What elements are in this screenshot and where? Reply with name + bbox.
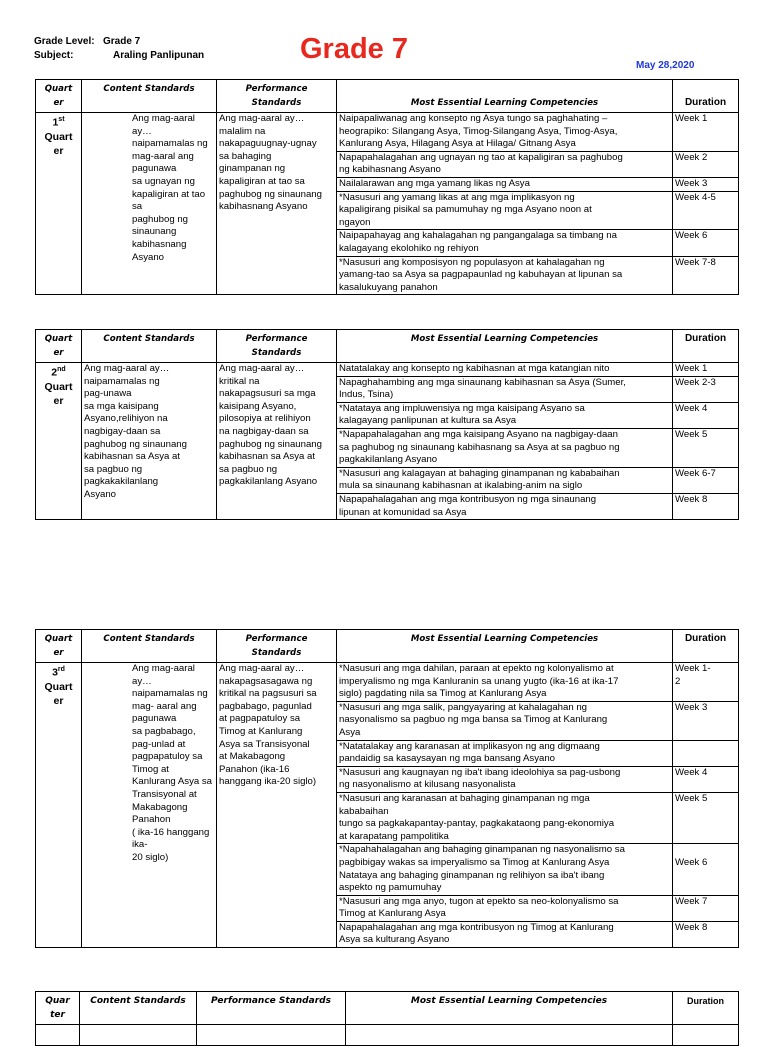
- content-standards-header: Content Standards: [82, 630, 217, 663]
- duration-cell: Week 7: [673, 895, 739, 921]
- competency-cell: *Natataya ang impluwensiya ng mga kaisipang Asyano sa kalagayang panlipunan at kultura sa Asya: [337, 402, 673, 428]
- quarter-label: 1st Quart er: [36, 113, 82, 295]
- quarter-header: Quart er: [36, 630, 82, 663]
- competency-cell: *Nasusuri ang kalagayan at bahaging ginampanan ng kababaihan mula sa sinaunang kabihasnan at ikalabing-anim na siglo: [337, 467, 673, 493]
- competency-cell: Naipapaliwanag ang konsepto ng Asya tungo sa paghahating – heograpiko: Silangang Asya, Timog-Silangang Asya, Timog-Asya, Kanlurang Asya, Hilagang Asya at Hilaga/ Gitnang Asya: [337, 113, 673, 152]
- competency-cell: *Natatalakay ang karanasan at implikasyon ng ang digmaang pandaidig sa kasaysayan ng mga bansang Asyano: [337, 740, 673, 766]
- competency-cell: *Nasusuri ang mga dahilan, paraan at epekto ng kolonyalismo at imperyalismo ng mga Kanluranin sa unang yugto (ika-16 at ika-17 siglo) pagdating nila sa Timog at Kanlurang Asya: [337, 663, 673, 702]
- content-standard: Ang mag-aaral ay… naipamamalas ng mag-aaral ang pagunawa sa ugnayan ng kapaligiran at tao sa paghubog ng sinaunang kabihasnang Asyano: [82, 113, 217, 295]
- duration-cell: Week 8: [673, 493, 739, 519]
- duration-cell: Week 6: [673, 230, 739, 256]
- performance-standard: Ang mag-aaral ay… kritikal na nakapagsusuri sa mga kaisipang Asyano, pilosopiya at relihiyon na nagbigay-daan sa paghubog ng sinaunang kabihasnan sa Asya at sa pagbuo ng pagkakilanlang Asyano: [217, 363, 337, 520]
- content-standard: Ang mag-aaral ay… naipamamalas ng pag-unawa sa mga kaisipang Asyano,relihiyon na nagbigay-daan sa paghubog ng sinaunang kabihasnan sa Asya at sa pagbuo ng pagkakakilanlang Asyano: [82, 363, 217, 520]
- duration-header: Duration: [673, 330, 739, 363]
- duration-cell: Week 1: [673, 363, 739, 377]
- table-row: [36, 1025, 739, 1046]
- subject-line: [34, 50, 204, 61]
- content-standards-header: Content Standards: [82, 80, 217, 113]
- quarter-4-table: [35, 991, 739, 1046]
- competency-cell: Napaghahambing ang mga sinaunang kabihasnan sa Asya (Sumer, Indus, Tsina): [337, 376, 673, 402]
- duration-cell: Week 1- 2: [673, 663, 739, 702]
- duration-cell: Week 7-8: [673, 256, 739, 295]
- melc-header: Most Essential Learning Competencies: [337, 330, 673, 363]
- competency-cell: *Nasusuri ang kaugnayan ng iba't ibang ideolohiya sa pag-usbong ng nasyonalismo at kilusang nasyonalista: [337, 766, 673, 792]
- duration-cell: Week 6: [673, 844, 739, 895]
- table-header-row: [36, 630, 739, 663]
- duration-header: Duration: [673, 80, 739, 113]
- duration-cell: Week 4: [673, 402, 739, 428]
- quarter-3-table: [35, 629, 739, 948]
- quarter-header: Quart er: [36, 80, 82, 113]
- table-row: [36, 663, 739, 702]
- duration-cell: Week 3: [673, 177, 739, 191]
- duration-cell: Week 3: [673, 701, 739, 740]
- melc-header: Most Essential Learning Competencies: [337, 80, 673, 113]
- duration-cell: Week 2-3: [673, 376, 739, 402]
- competency-cell: Naipapahayag ang kahalagahan ng pangangalaga sa timbang na kalagayang ekolohiko ng rehiyon: [337, 230, 673, 256]
- competency-cell: *Napahahalagahan ang bahaging ginampanan ng nasyonalismo sa pagbibigay wakas sa imperyalismo sa Timog at Kanlurang Asya Natataya ang bahaging ginampanan ng relihiyon sa iba't ibang aspekto ng pamumuhay: [337, 844, 673, 895]
- page-title: Grade 7: [300, 33, 408, 65]
- melc-header: Most Essential Learning Competencies: [337, 630, 673, 663]
- quarter-label: 3rd Quart er: [36, 663, 82, 948]
- duration-header: Duration: [673, 992, 739, 1025]
- competency-cell: Nailalarawan ang mga yamang likas ng Asya: [337, 177, 673, 191]
- performance-standard: Ang mag-aaral ay… nakapagsasagawa ng kritikal na pagsusuri sa pagbabago, pagunlad at pagpapatuloy sa Timog at Kanlurang Asya sa Transisyonal at Makabagong Panahon (ika-16 hanggang ika-20 siglo): [217, 663, 337, 948]
- subject-value: Araling Panlipunan: [113, 50, 205, 61]
- competency-cell: *Nasusuri ang mga anyo, tugon at epekto sa neo-kolonyalismo sa Timog at Kanlurang Asya: [337, 895, 673, 921]
- competency-cell: Napapahalagahan ang ugnayan ng tao at kapaligiran sa paghubog ng kabihasnang Asyano: [337, 151, 673, 177]
- quarter-1-table: [35, 79, 739, 295]
- duration-cell: Week 6-7: [673, 467, 739, 493]
- content-standards-header: Content Standards: [80, 992, 197, 1025]
- content-standards-header: Content Standards: [82, 330, 217, 363]
- quarter-header: Quar ter: [36, 992, 80, 1025]
- competency-cell: *Nasusuri ang karanasan at bahaging ginampanan ng mga kababaihan tungo sa pagkakapantay-pantay, pagkakataong pang-ekonomiya at karapatang pampolitika: [337, 792, 673, 843]
- competency-cell: Napapahalagahan ang mga kontribusyon ng mga sinaunang lipunan at komunidad sa Asya: [337, 493, 673, 519]
- duration-cell: Week 4: [673, 766, 739, 792]
- table-row: [36, 113, 739, 152]
- grade-level-label: Grade Level:: [34, 36, 95, 47]
- competency-cell: *Nasusuri ang mga salik, pangyayaring at kahalagahan ng nasyonalismo sa pagbuo ng mga bansa sa Timog at Kanlurang Asya: [337, 701, 673, 740]
- competency-cell: *Nasusuri ang komposisyon ng populasyon at kahalagahan ng yamang-tao sa Asya sa pagpapaunlad ng kabuhayan at lipunan sa kasalukuyang panahon: [337, 256, 673, 295]
- duration-header: Duration: [673, 630, 739, 663]
- document-date: May 28,2020: [636, 60, 695, 71]
- quarter-header: Quart er: [36, 330, 82, 363]
- duration-cell: Week 2: [673, 151, 739, 177]
- table-header-row: [36, 80, 739, 113]
- subject-label: Subject:: [34, 50, 74, 61]
- duration-cell: Week 1: [673, 113, 739, 152]
- competency-cell: *Napapahalagahan ang mga kaisipang Asyano na nagbigay-daan sa paghubog ng sinaunang kabihasnang sa Asya at sa pagbuo ng pagkakilanlang Asyano: [337, 428, 673, 467]
- performance-standards-header: Performance Standards: [197, 992, 346, 1025]
- table-header-row: [36, 330, 739, 363]
- duration-cell: Week 4-5: [673, 191, 739, 230]
- competency-cell: Napapahalagahan ang mga kontribusyon ng Timog at Kanlurang Asya sa kulturang Asyano: [337, 921, 673, 947]
- performance-standard: Ang mag-aaral ay… malalim na nakapaguugnay-ugnay sa bahaging ginampanan ng kapaligiran at tao sa paghubog ng sinaunang kabihasnang Asyano: [217, 113, 337, 295]
- grade-level-value: Grade 7: [103, 36, 141, 47]
- performance-standards-header: Performance Standards: [217, 80, 337, 113]
- duration-cell: Week 5: [673, 428, 739, 467]
- melc-header: Most Essential Learning Competencies: [346, 992, 673, 1025]
- duration-cell: Week 5: [673, 792, 739, 843]
- table-header-row: [36, 992, 739, 1025]
- quarter-2-table: [35, 329, 739, 520]
- competency-cell: Natatalakay ang konsepto ng kabihasnan at mga katangian nito: [337, 363, 673, 377]
- quarter-label: 2nd Quart er: [36, 363, 82, 520]
- content-standard: Ang mag-aaral ay… naipamamalas ng mag- aaral ang pagunawa sa pagbabago, pag-unlad at pagpapatuloy sa Timog at Kanlurang Asya sa Transisyonal at Makabagong Panahon ( ika-16 hanggang ika- 20 siglo): [82, 663, 217, 948]
- competency-cell: *Nasusuri ang yamang likas at ang mga implikasyon ng kapaligirang pisikal sa pamumuhay ng mga Asyano noon at ngayon: [337, 191, 673, 230]
- grade-level-line: [34, 36, 140, 47]
- performance-standards-header: Performance Standards: [217, 330, 337, 363]
- duration-cell: Week 8: [673, 921, 739, 947]
- duration-cell: [673, 740, 739, 766]
- performance-standards-header: Performance Standards: [217, 630, 337, 663]
- table-row: [36, 363, 739, 377]
